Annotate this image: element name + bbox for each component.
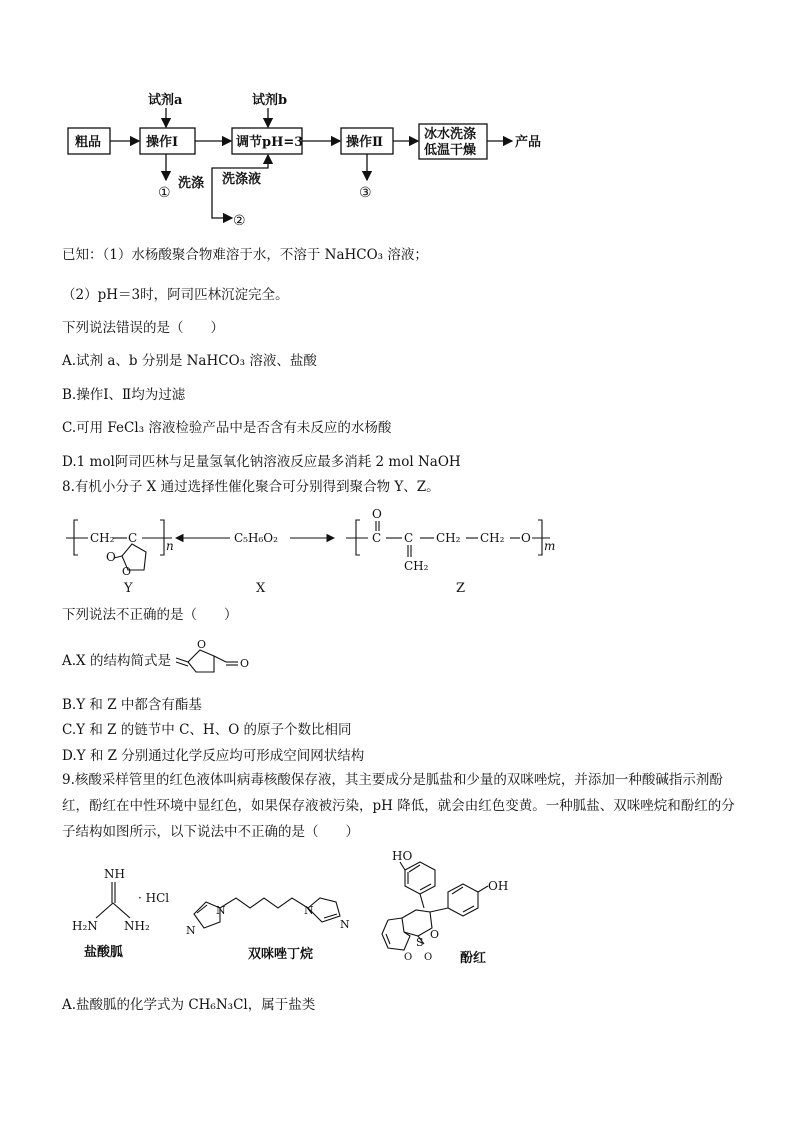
adjust-ph-label: 调节pH=3 [236, 135, 304, 150]
reagent-a-label: 试剂a [148, 93, 183, 108]
q7-option-c: C.可用 FeCl₃ 溶液检验产品中是否含有未反应的水杨酸 [62, 420, 392, 436]
q7-option-d: D.1 mol阿司匹林与足量氢氧化钠溶液反应最多消耗 2 mol NaOH [62, 454, 461, 470]
sultone-o-text: O [430, 928, 440, 941]
y-ring-o-text: O [122, 565, 132, 578]
x-carbonyl-o-text: O [240, 657, 250, 670]
sulfur-text: S [416, 936, 424, 949]
label-guanidine: 盐酸胍 [84, 945, 124, 960]
molecule-structures [0, 840, 794, 980]
guanidine-nh2-right-text: NH₂ [124, 919, 150, 933]
q7-option-b: B.操作Ⅰ、Ⅱ均为过滤 [62, 387, 186, 403]
z-subscript-m: m [544, 539, 556, 553]
product-label: 产品 [515, 135, 542, 150]
phenol-ho-top-text: HO [392, 849, 413, 863]
guanidine-nh2-left-text: H₂N [72, 919, 98, 933]
z-o-text: O [521, 531, 531, 545]
sulfonyl-o2-text: O [424, 952, 433, 963]
z-c1-text: C [372, 531, 382, 545]
process-flowchart [0, 80, 794, 240]
z-ch2-a-text: CH₂ [436, 531, 461, 545]
crude-label: 粗品 [75, 135, 102, 150]
imidazole-n-left-text: N [186, 924, 196, 937]
label-phenolred: 酚红 [460, 951, 487, 966]
operation-1-label: 操作Ⅰ [146, 135, 179, 150]
circle-2-label: ② [233, 213, 246, 229]
z-ch2-b-text: CH₂ [480, 531, 505, 545]
q7-option-a: A.试剂 a、b 分别是 NaHCO₃ 溶液、盐酸 [62, 353, 317, 369]
imidazole-n-right-ring-text: N [304, 904, 314, 917]
y-carbonyl-o-text: O [106, 550, 116, 564]
z-ch2-branch-text: CH₂ [404, 559, 429, 573]
circle-3-label: ③ [359, 185, 372, 201]
q8-question: 下列说法不正确的是（ ） [62, 607, 238, 623]
q9-option-a: A.盐酸胍的化学式为 CH₆N₃Cl，属于盐类 [62, 997, 316, 1013]
q8-option-c: C.Y 和 Z 的链节中 C、H、O 的原子个数比相同 [62, 722, 352, 738]
formula-x: C₅H₆O₂ [234, 531, 278, 545]
y-c-text: C [128, 531, 138, 545]
q9-stem: 9.核酸采样管里的红色液体叫病毒核酸保存液，其主要成分是胍盐和少量的双咪唑烷，并添加一种酸碱指示剂酚红，酚红在中性环境中显红色，如果保存液被污染，pH 降低，就会由红色变黄。一种胍盐、双咪唑烷和酚红的分子结构如图所示，以下说法中不正确的是（ ） [62, 772, 735, 840]
polymer-reaction-scheme [0, 500, 794, 600]
guanidine-nh-text: NH [104, 867, 125, 881]
y-ch2-text: CH₂ [90, 531, 115, 545]
phenol-oh-right-text: OH [488, 879, 509, 893]
wash-dry-label-1: 冰水洗涤 [424, 127, 477, 142]
wash-label: 洗涤 [178, 176, 205, 191]
x-ring-o-text: O [197, 638, 207, 651]
sulfonyl-o1-text: O [404, 952, 413, 963]
label-x: X [256, 581, 266, 596]
imidazole-n-left-ring-text: N [216, 904, 226, 917]
imidazole-n-right-text: N [340, 918, 350, 931]
q8-option-a: A.X 的结构简式是 [62, 653, 171, 669]
y-subscript-n: n [166, 539, 174, 553]
label-bisimidazole: 双咪唑丁烷 [248, 947, 314, 962]
operation-2-label: 操作Ⅱ [346, 135, 383, 150]
hcl-text: · HCl [138, 891, 170, 905]
label-y: Y [124, 581, 133, 596]
q7-question: 下列说法错误的是（ ） [62, 320, 224, 336]
x-structure-drawing [170, 636, 260, 686]
z-c2-text: C [404, 531, 414, 545]
q8-option-d: D.Y 和 Z 分别通过化学反应均可形成空间网状结构 [62, 748, 365, 764]
reagent-b-label: 试剂b [252, 93, 288, 108]
circle-1-label: ① [158, 185, 171, 201]
q8-stem: 8.有机小分子 X 通过选择性催化聚合可分别得到聚合物 Y、Z。 [62, 479, 440, 495]
label-z: Z [456, 581, 466, 596]
known-condition-1: 已知：（1）水杨酸聚合物难溶于水，不溶于 NaHCO₃ 溶液； [62, 247, 428, 263]
known-condition-2: （2）pH＝3时，阿司匹林沉淀完全。 [62, 287, 289, 303]
wash-dry-label-2: 低温干燥 [424, 143, 477, 158]
wash-liquid-label: 洗涤液 [222, 172, 262, 187]
z-carbonyl-o-text: O [372, 507, 382, 521]
q8-option-b: B.Y 和 Z 中都含有酯基 [62, 697, 202, 713]
